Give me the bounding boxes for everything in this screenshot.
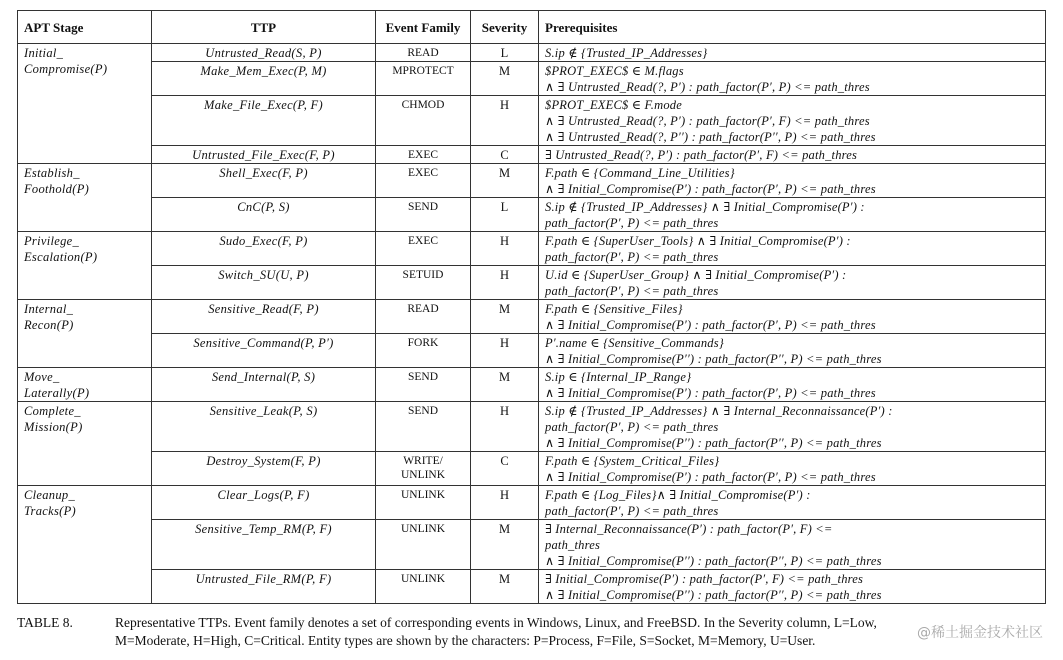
prerequisite-line: path_factor(P′, P) <= path_thres — [545, 420, 719, 434]
apt-stage-cell — [18, 164, 152, 232]
event-family-cell: READ — [376, 44, 471, 62]
prerequisite-line: ∧ ∃ Untrusted_Read(?, P′) : path_factor(P′, F) <= path_thres — [545, 114, 870, 128]
ttp-cell: Make_Mem_Exec(P, M) — [152, 62, 376, 96]
table-body — [18, 44, 1046, 604]
prerequisites-cell — [539, 266, 1046, 300]
ttp-cell: Send_Internal(P, S) — [152, 368, 376, 402]
severity-cell: H — [471, 334, 539, 368]
prerequisite-line: path_factor(P′, P) <= path_thres — [545, 284, 719, 298]
apt-stage-cell — [18, 300, 152, 368]
apt-stage-line: Mission(P) — [24, 420, 83, 434]
ttp-cell: Sensitive_Command(P, P′) — [152, 334, 376, 368]
prerequisites-cell — [539, 62, 1046, 96]
severity-cell: H — [471, 486, 539, 520]
prerequisite-line: ∧ ∃ Initial_Compromise(P′) : path_factor(P′, P) <= path_thres — [545, 470, 876, 484]
ttp-cell: Untrusted_Read(S, P) — [152, 44, 376, 62]
apt-stage-line: Cleanup_ — [24, 488, 76, 502]
ttp-cell: Shell_Exec(F, P) — [152, 164, 376, 198]
table-row — [18, 452, 1046, 486]
table-row — [18, 334, 1046, 368]
severity-cell: C — [471, 146, 539, 164]
prerequisites-cell — [539, 96, 1046, 146]
event-family-cell: FORK — [376, 334, 471, 368]
prerequisite-line: ∧ ∃ Untrusted_Read(?, P′) : path_factor(P′, P) <= path_thres — [545, 80, 870, 94]
event-family-cell: CHMOD — [376, 96, 471, 146]
watermark: @稀土掘金技术社区 — [917, 625, 1043, 641]
prerequisite-line: F.path ∈ {SuperUser_Tools} ∧ ∃ Initial_Compromise(P′) : — [545, 234, 851, 248]
prerequisite-line: path_thres — [545, 538, 601, 552]
event-family-cell: SEND — [376, 368, 471, 402]
table-row — [18, 44, 1046, 62]
severity-cell: H — [471, 96, 539, 146]
prerequisite-line: P′.name ∈ {Sensitive_Commands} — [545, 336, 725, 350]
event-family-cell: EXEC — [376, 146, 471, 164]
table-row — [18, 520, 1046, 570]
table-row — [18, 300, 1046, 334]
ttp-cell: Sensitive_Temp_RM(P, F) — [152, 520, 376, 570]
severity-cell: C — [471, 452, 539, 486]
prerequisite-line: ∧ ∃ Initial_Compromise(P′) : path_factor(P′, P) <= path_thres — [545, 318, 876, 332]
prerequisite-line: path_factor(P′, P) <= path_thres — [545, 250, 719, 264]
apt-stage-line: Foothold(P) — [24, 182, 90, 196]
apt-stage-line: Tracks(P) — [24, 504, 76, 518]
prerequisite-line: F.path ∈ {Log_Files}∧ ∃ Initial_Compromise(P′) : — [545, 488, 811, 502]
prerequisite-line: $PROT_EXEC$ ∈ M.flags — [545, 64, 684, 78]
event-family-cell: READ — [376, 300, 471, 334]
severity-cell: M — [471, 520, 539, 570]
event-family-cell: SEND — [376, 402, 471, 452]
prerequisite-line: $PROT_EXEC$ ∈ F.mode — [545, 98, 682, 112]
prerequisites-cell — [539, 368, 1046, 402]
prerequisite-line: F.path ∈ {Command_Line_Utilities} — [545, 166, 735, 180]
severity-cell: L — [471, 44, 539, 62]
header-prerequisites: Prerequisites — [539, 11, 1046, 44]
table-row — [18, 96, 1046, 146]
apt-stage-line: Escalation(P) — [24, 250, 98, 264]
prerequisites-cell — [539, 486, 1046, 520]
ttp-table — [17, 10, 1046, 604]
caption-line-2: M=Moderate, H=High, C=Critical. Entity types are shown by the characters: P=Process, F=File, S=Socket, M=Memory, U=User. — [115, 633, 816, 648]
severity-cell: M — [471, 570, 539, 604]
event-family-cell: UNLINK — [376, 520, 471, 570]
apt-stage-cell — [18, 232, 152, 300]
prerequisites-cell — [539, 520, 1046, 570]
prerequisites-cell — [539, 146, 1046, 164]
event-family-cell: MPROTECT — [376, 62, 471, 96]
ttp-cell: Sudo_Exec(F, P) — [152, 232, 376, 266]
header-severity: Severity — [471, 11, 539, 44]
prerequisites-cell — [539, 164, 1046, 198]
table-row — [18, 198, 1046, 232]
ttp-cell: Sensitive_Read(F, P) — [152, 300, 376, 334]
ttp-cell: CnC(P, S) — [152, 198, 376, 232]
prerequisite-line: path_factor(P′, P) <= path_thres — [545, 504, 719, 518]
apt-stage-line: Laterally(P) — [24, 386, 90, 400]
event-family-cell: SEND — [376, 198, 471, 232]
apt-stage-cell — [18, 402, 152, 486]
table-row — [18, 486, 1046, 520]
event-family-cell: EXEC — [376, 232, 471, 266]
prerequisite-line: S.ip ∉ {Trusted_IP_Addresses} — [545, 46, 708, 60]
event-family-cell: UNLINK — [376, 570, 471, 604]
prerequisite-line: ∧ ∃ Initial_Compromise(P′′) : path_factor(P′′, P) <= path_thres — [545, 588, 882, 602]
prerequisite-line: ∃ Untrusted_Read(?, P′) : path_factor(P′, F) <= path_thres — [545, 148, 858, 162]
prerequisite-line: ∧ ∃ Initial_Compromise(P′′) : path_factor(P′′, P) <= path_thres — [545, 352, 882, 366]
apt-stage-cell — [18, 486, 152, 604]
ttp-cell: Destroy_System(F, P) — [152, 452, 376, 486]
apt-stage-line: Complete_ — [24, 404, 81, 418]
prerequisite-line: ∧ ∃ Initial_Compromise(P′) : path_factor(P′, P) <= path_thres — [545, 182, 876, 196]
prerequisites-cell — [539, 44, 1046, 62]
prerequisite-line: F.path ∈ {Sensitive_Files} — [545, 302, 683, 316]
severity-cell: M — [471, 368, 539, 402]
prerequisite-line: ∧ ∃ Untrusted_Read(?, P′′) : path_factor(P′′, P) <= path_thres — [545, 130, 876, 144]
apt-stage-line: Internal_ — [24, 302, 74, 316]
apt-stage-line: Compromise(P) — [24, 62, 108, 76]
header-ttp: TTP — [152, 11, 376, 44]
ttp-cell: Clear_Logs(P, F) — [152, 486, 376, 520]
table-row — [18, 570, 1046, 604]
severity-cell: L — [471, 198, 539, 232]
severity-cell: M — [471, 164, 539, 198]
table-row — [18, 146, 1046, 164]
table-row — [18, 402, 1046, 452]
apt-stage-line: Initial_ — [24, 46, 64, 60]
severity-cell: M — [471, 62, 539, 96]
event-family-cell: UNLINK — [376, 486, 471, 520]
table-header-row — [18, 11, 1046, 44]
apt-stage-cell — [18, 368, 152, 402]
prerequisites-cell — [539, 232, 1046, 266]
ttp-cell: Make_File_Exec(P, F) — [152, 96, 376, 146]
prerequisites-cell — [539, 334, 1046, 368]
severity-cell: H — [471, 402, 539, 452]
prerequisite-line: ∧ ∃ Initial_Compromise(P′) : path_factor(P′, P) <= path_thres — [545, 386, 876, 400]
severity-cell: H — [471, 232, 539, 266]
prerequisites-cell — [539, 570, 1046, 604]
apt-stage-line: Establish_ — [24, 166, 80, 180]
prerequisite-line: U.id ∈ {SuperUser_Group} ∧ ∃ Initial_Compromise(P′) : — [545, 268, 847, 282]
table-row — [18, 266, 1046, 300]
table-row — [18, 62, 1046, 96]
prerequisites-cell — [539, 198, 1046, 232]
event-family-cell: EXEC — [376, 164, 471, 198]
prerequisite-line: ∃ Initial_Compromise(P′) : path_factor(P′, F) <= path_thres — [545, 572, 864, 586]
ttp-cell: Untrusted_File_RM(P, F) — [152, 570, 376, 604]
prerequisite-line: ∧ ∃ Initial_Compromise(P′′) : path_factor(P′′, P) <= path_thres — [545, 554, 882, 568]
prerequisite-line: ∃ Internal_Reconnaissance(P′) : path_factor(P′, F) <= — [545, 522, 833, 536]
table-row — [18, 164, 1046, 198]
apt-stage-line: Privilege_ — [24, 234, 80, 248]
prerequisites-cell — [539, 300, 1046, 334]
apt-stage-cell — [18, 44, 152, 164]
severity-cell: H — [471, 266, 539, 300]
header-event-family: Event Family — [376, 11, 471, 44]
ttp-cell: Sensitive_Leak(P, S) — [152, 402, 376, 452]
apt-stage-line: Move_ — [24, 370, 60, 384]
event-family-cell: WRITE/ UNLINK — [376, 452, 471, 486]
prerequisite-line: S.ip ∉ {Trusted_IP_Addresses} ∧ ∃ Initial_Compromise(P′) : — [545, 200, 865, 214]
table-row — [18, 368, 1046, 402]
prerequisite-line: S.ip ∈ {Internal_IP_Range} — [545, 370, 692, 384]
prerequisites-cell — [539, 402, 1046, 452]
prerequisite-line: S.ip ∉ {Trusted_IP_Addresses} ∧ ∃ Internal_Reconnaissance(P′) : — [545, 404, 893, 418]
ttp-cell: Switch_SU(U, P) — [152, 266, 376, 300]
event-family-cell: SETUID — [376, 266, 471, 300]
ttp-cell: Untrusted_File_Exec(F, P) — [152, 146, 376, 164]
severity-cell: M — [471, 300, 539, 334]
prerequisites-cell — [539, 452, 1046, 486]
prerequisite-line: ∧ ∃ Initial_Compromise(P′′) : path_factor(P′′, P) <= path_thres — [545, 436, 882, 450]
table-row — [18, 232, 1046, 266]
apt-stage-line: Recon(P) — [24, 318, 74, 332]
prerequisite-line: F.path ∈ {System_Critical_Files} — [545, 454, 720, 468]
caption-line-1: Representative TTPs. Event family denotes a set of corresponding events in Windows, Linux, and FreeBSD. In the Severity column, L=Low, — [115, 615, 877, 630]
prerequisite-line: path_factor(P′, P) <= path_thres — [545, 216, 719, 230]
caption-label: TABLE 8. — [17, 615, 73, 630]
header-apt-stage: APT Stage — [18, 11, 152, 44]
table-caption — [17, 614, 1045, 650]
